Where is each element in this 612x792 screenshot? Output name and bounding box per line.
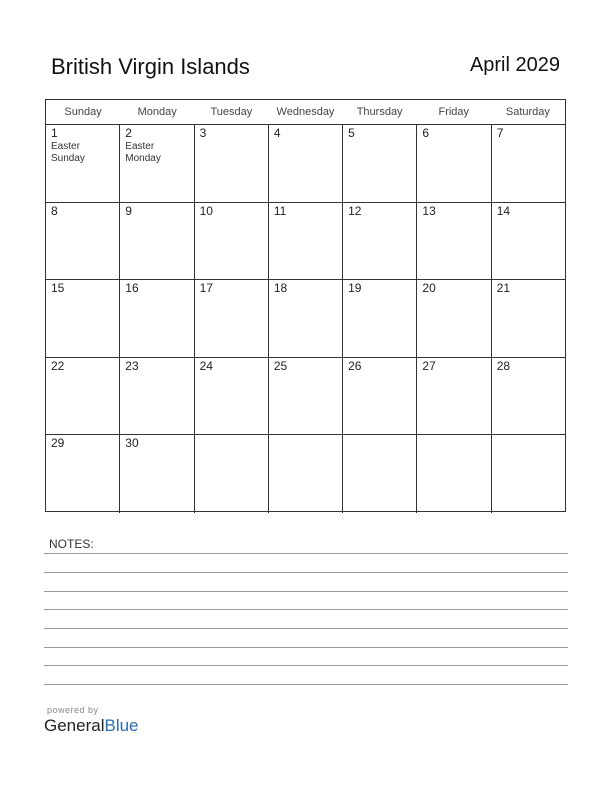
day-number: 1 [51, 126, 58, 140]
day-cell [492, 358, 565, 435]
day-number: 26 [348, 358, 362, 373]
day-cell [269, 203, 343, 280]
day-number: 25 [273, 358, 288, 373]
weekday-label: Saturday [505, 106, 550, 118]
brand-logo[interactable] [44, 716, 139, 736]
day-cell [343, 358, 417, 435]
weekday-label: Monday [137, 106, 177, 118]
day-cell [195, 203, 269, 280]
day-cell [417, 280, 491, 357]
calendar-week [46, 435, 565, 513]
day-cell [46, 203, 120, 280]
holiday-label: Easter Sunday [51, 141, 85, 164]
day-cell [492, 435, 565, 513]
day-cell [343, 280, 417, 357]
day-number: 24 [199, 358, 213, 373]
day-cell [120, 280, 194, 357]
day-number: 9 [125, 203, 132, 218]
day-cell [417, 203, 491, 280]
day-number: 6 [422, 126, 430, 140]
day-cell [120, 435, 194, 513]
note-line [44, 609, 568, 610]
day-number: 17 [199, 281, 213, 296]
day-cell [417, 435, 491, 513]
notes-label: NOTES: [49, 537, 94, 551]
calendar-week [46, 203, 565, 281]
brand-blue: Blue [104, 716, 139, 735]
day-cell [417, 358, 491, 435]
day-number: 28 [496, 358, 511, 373]
day-number: 29 [51, 436, 65, 451]
month-title: April 2029 [469, 54, 560, 76]
day-number: 7 [496, 126, 504, 140]
day-cell [195, 435, 269, 513]
day-number: 21 [496, 281, 511, 296]
day-number: 23 [125, 358, 139, 373]
weekday-header [46, 100, 565, 125]
note-line [44, 553, 568, 554]
day-cell [269, 358, 343, 435]
day-number: 5 [348, 126, 355, 140]
note-line [44, 628, 568, 629]
day-number: 10 [199, 203, 213, 218]
weekday-label: Tuesday [210, 106, 253, 118]
day-number: 16 [125, 281, 139, 296]
calendar-week [46, 280, 565, 358]
calendar-week [46, 125, 565, 203]
day-cell [195, 358, 269, 435]
day-number: 13 [422, 203, 436, 218]
day-cell [120, 203, 194, 280]
day-number: 19 [348, 281, 362, 296]
weekday-label: Wednesday [276, 106, 335, 118]
day-cell [343, 125, 417, 202]
note-line [44, 665, 568, 666]
day-number: 30 [125, 436, 139, 451]
weekday-label: Thursday [356, 106, 403, 118]
day-number: 4 [273, 126, 281, 140]
note-line [44, 572, 568, 573]
day-number: 14 [496, 203, 511, 218]
day-cell [195, 280, 269, 357]
day-cell [492, 203, 565, 280]
day-cell [417, 125, 491, 202]
day-number: 15 [51, 281, 65, 296]
powered-by-text: powered by [47, 705, 99, 715]
weekday-label: Sunday [64, 106, 102, 118]
day-cell [269, 435, 343, 513]
day-cell [269, 280, 343, 357]
weekday-label: Friday [438, 106, 470, 118]
day-cell [492, 125, 565, 202]
day-number: 22 [51, 358, 65, 373]
day-cell [46, 435, 120, 513]
day-cell [120, 358, 194, 435]
day-cell [120, 125, 194, 202]
day-number: 18 [273, 281, 288, 296]
calendar-week [46, 358, 565, 436]
page-title: British Virgin Islands [51, 54, 250, 79]
brand-general: General [44, 716, 105, 735]
day-cell [46, 280, 120, 357]
day-cell [46, 358, 120, 435]
day-number: 27 [422, 358, 436, 373]
day-number: 12 [348, 203, 362, 218]
note-line [44, 647, 568, 648]
day-number: 20 [422, 281, 436, 296]
holiday-label: Easter Monday [125, 141, 161, 164]
day-cell [269, 125, 343, 202]
day-number: 3 [199, 126, 207, 140]
day-number: 8 [51, 203, 58, 218]
day-cell [343, 435, 417, 513]
day-number: 2 [125, 126, 132, 140]
note-line [44, 684, 568, 685]
day-cell [195, 125, 269, 202]
day-number: 11 [273, 203, 287, 218]
calendar-grid [45, 99, 566, 512]
day-cell [492, 280, 565, 357]
day-cell [46, 125, 120, 202]
note-line [44, 591, 568, 592]
day-cell [343, 203, 417, 280]
